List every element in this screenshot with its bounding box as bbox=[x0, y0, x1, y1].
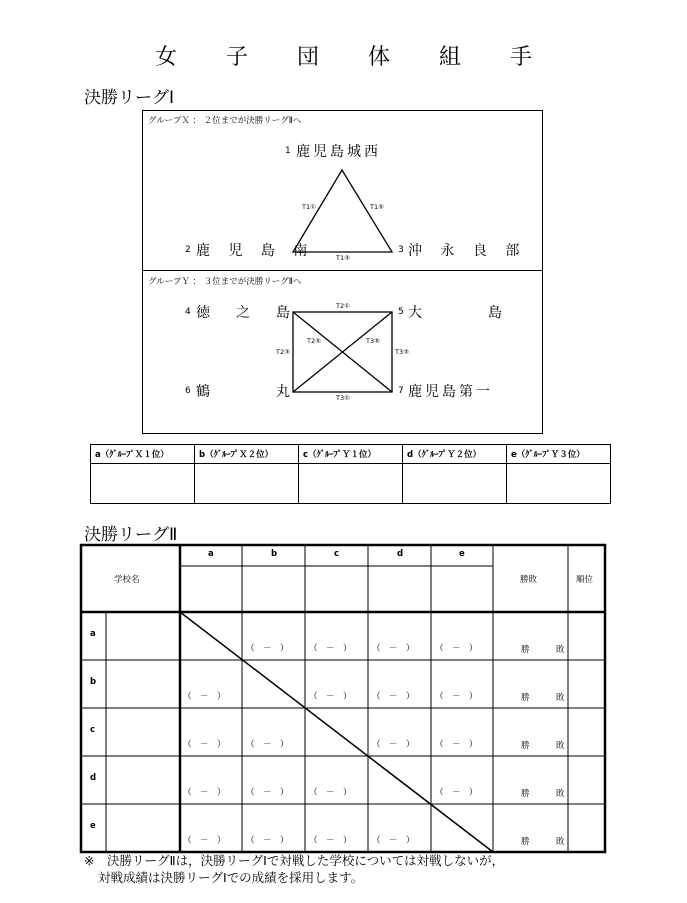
note-line-2: 対戦成績は決勝リーグⅠでの成績を採用します。 bbox=[98, 870, 364, 885]
league1-heading: 決勝リーグⅠ bbox=[84, 88, 175, 108]
team-name: 鹿児島城西 bbox=[296, 144, 381, 160]
loss-mark: 敗 bbox=[556, 645, 565, 655]
match-label: T1⑤ bbox=[370, 203, 384, 211]
score-cell[interactable]: （ － ） bbox=[246, 788, 289, 798]
score-cell[interactable]: （ － ） bbox=[309, 836, 352, 846]
team-num: 7 bbox=[398, 386, 404, 396]
team-num: 1 bbox=[285, 146, 291, 156]
team-name: 徳 之 島 bbox=[196, 305, 296, 321]
team-name: 鹿 児 島 南 bbox=[196, 243, 315, 259]
score-cell[interactable]: （ － ） bbox=[372, 644, 415, 654]
groupy-caption: グループＹ ： ３位までが決勝リーグⅡへ bbox=[148, 277, 302, 287]
win-mark: 勝 bbox=[521, 741, 530, 751]
team-num: 5 bbox=[398, 307, 404, 317]
row-header: c bbox=[90, 725, 96, 735]
col-header: d bbox=[397, 549, 404, 559]
note-line-1: ※ 決勝リーグⅡは，決勝リーグⅠで対戦した学校については対戦しないが， bbox=[84, 853, 505, 868]
page-title: 女 子 団 体 組 手 bbox=[155, 45, 553, 70]
score-cell[interactable]: （ － ） bbox=[372, 740, 415, 750]
team-num: 6 bbox=[185, 386, 191, 396]
rank-label: 順位 bbox=[576, 575, 594, 585]
summary-header: b（ｸﾞﾙｰﾌﾟＸ２位） bbox=[195, 445, 299, 464]
loss-mark: 敗 bbox=[556, 741, 565, 751]
summary-header: d（ｸﾞﾙｰﾌﾟＹ２位） bbox=[403, 445, 507, 464]
row-header: e bbox=[90, 821, 96, 831]
team-name: 大 島 bbox=[408, 305, 508, 321]
score-cell[interactable]: （ － ） bbox=[246, 836, 289, 846]
score-cell[interactable]: （ － ） bbox=[435, 644, 478, 654]
team-num: 2 bbox=[185, 245, 191, 255]
score-cell[interactable]: （ － ） bbox=[183, 788, 226, 798]
win-mark: 勝 bbox=[521, 837, 530, 847]
match-label: T2① bbox=[336, 302, 350, 310]
loss-mark: 敗 bbox=[556, 789, 565, 799]
match-label: T1① bbox=[302, 203, 316, 211]
score-cell[interactable]: （ － ） bbox=[246, 740, 289, 750]
match-label: T1③ bbox=[336, 254, 350, 262]
score-cell[interactable]: （ － ） bbox=[372, 836, 415, 846]
school-label: 学校名 bbox=[114, 575, 140, 585]
row-header: d bbox=[90, 773, 97, 783]
team-name: 鹿児島第一 bbox=[408, 384, 493, 400]
match-label: T3① bbox=[336, 394, 350, 402]
winloss-label: 勝敗 bbox=[520, 575, 538, 585]
row-header: a bbox=[90, 629, 96, 639]
loss-mark: 敗 bbox=[556, 693, 565, 703]
score-cell[interactable]: （ － ） bbox=[246, 644, 289, 654]
score-cell[interactable]: （ － ） bbox=[183, 740, 226, 750]
score-cell[interactable]: （ － ） bbox=[309, 692, 352, 702]
score-cell[interactable]: （ － ） bbox=[435, 740, 478, 750]
match-label: T2③ bbox=[276, 348, 290, 356]
team-num: 4 bbox=[185, 307, 191, 317]
score-cell[interactable]: （ － ） bbox=[309, 644, 352, 654]
match-label: T3⑤ bbox=[366, 337, 380, 345]
score-cell[interactable]: （ － ） bbox=[183, 836, 226, 846]
score-cell[interactable]: （ － ） bbox=[372, 692, 415, 702]
groupx-caption: グループＸ ： ２位までが決勝リーグⅡへ bbox=[148, 116, 302, 126]
league2-heading: 決勝リーグⅡ bbox=[84, 525, 178, 545]
summary-header: c（ｸﾞﾙｰﾌﾟＹ１位） bbox=[299, 445, 403, 464]
match-label: T3③ bbox=[395, 348, 409, 356]
score-cell[interactable]: （ － ） bbox=[309, 788, 352, 798]
row-header: b bbox=[90, 677, 97, 687]
score-cell[interactable]: （ － ） bbox=[183, 692, 226, 702]
col-header: b bbox=[271, 549, 278, 559]
team-num: 3 bbox=[398, 245, 404, 255]
win-mark: 勝 bbox=[521, 645, 530, 655]
summary-header: e（ｸﾞﾙｰﾌﾟＹ３位） bbox=[507, 445, 611, 464]
col-header: a bbox=[208, 549, 214, 559]
match-label: T2⑤ bbox=[307, 337, 321, 345]
col-header: e bbox=[459, 549, 465, 559]
summary-header: a（ｸﾞﾙｰﾌﾟＸ１位） bbox=[91, 445, 195, 464]
win-mark: 勝 bbox=[521, 693, 530, 703]
score-cell[interactable]: （ － ） bbox=[435, 788, 478, 798]
team-name: 沖 永 良 部 bbox=[408, 243, 527, 259]
col-header: c bbox=[334, 549, 340, 559]
loss-mark: 敗 bbox=[556, 837, 565, 847]
win-mark: 勝 bbox=[521, 789, 530, 799]
team-name: 鶴 丸 bbox=[196, 384, 296, 400]
score-cell[interactable]: （ － ） bbox=[435, 692, 478, 702]
